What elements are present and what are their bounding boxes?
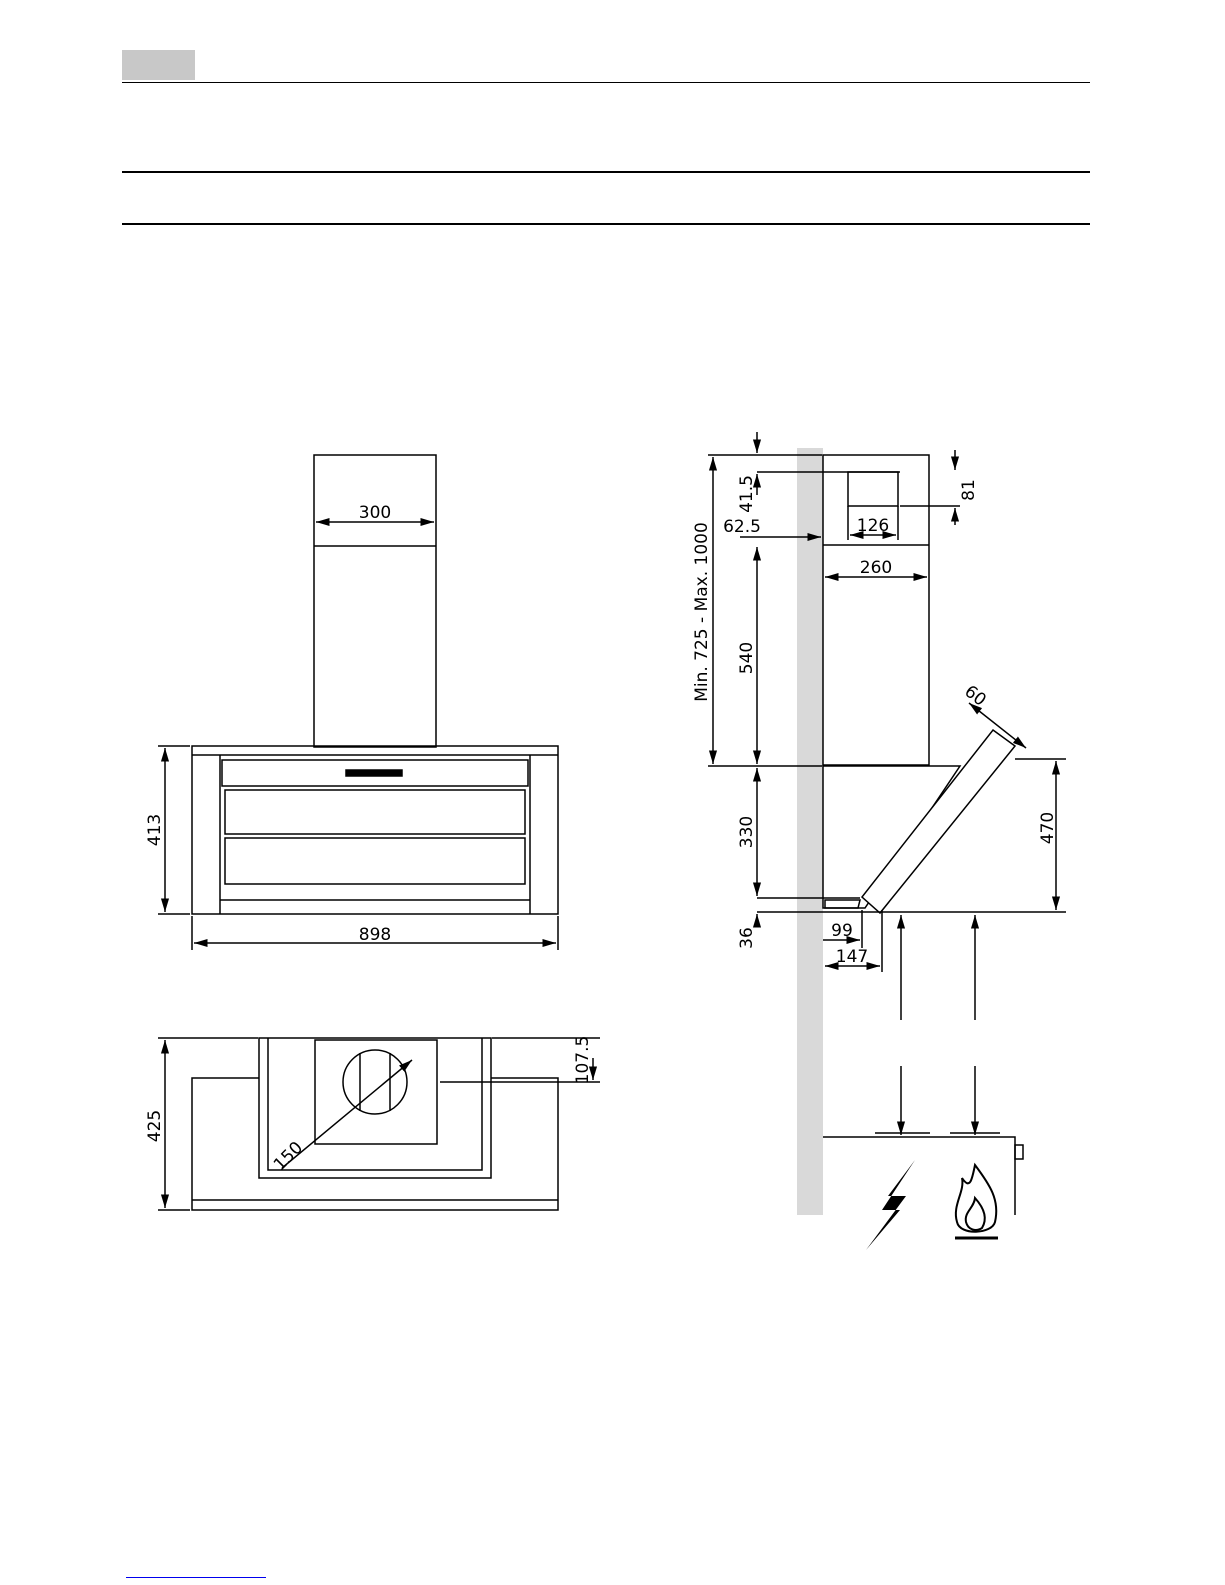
- dim-depth: 425: [145, 1109, 165, 1143]
- dim-panel-height: 470: [1038, 811, 1058, 845]
- dim-top-offset: 41.5: [737, 475, 757, 513]
- dim-chimney-range: Min. 725 - Max. 1000: [692, 522, 712, 702]
- dim-front-offset-b: 147: [835, 947, 869, 967]
- side-chimney: [823, 455, 929, 765]
- dim-wall-offset: 62.5: [723, 517, 761, 537]
- dim-chimney-lower: 540: [737, 641, 757, 675]
- top-view: [158, 1035, 600, 1210]
- dim-hood-height: 413: [145, 813, 165, 847]
- wall: [797, 448, 823, 1215]
- dim-front-offset-a: 99: [831, 921, 853, 941]
- dim-duct-diameter: 150: [269, 1137, 308, 1176]
- dim-canopy-height: 330: [737, 815, 757, 849]
- side-view: [708, 432, 1066, 1215]
- dim-bottom-edge: 36: [737, 927, 757, 949]
- dim-duct-offset: 107.5: [573, 1035, 593, 1085]
- control-panel: [346, 770, 402, 776]
- dim-chimney-depth: 260: [859, 558, 893, 578]
- electric-hob-icon: [866, 1160, 915, 1250]
- dim-chimney-width: 300: [358, 503, 392, 523]
- dim-canopy-thickness: 60: [960, 681, 990, 711]
- chimney-outline: [314, 455, 436, 747]
- dim-grille-height: 81: [959, 479, 979, 501]
- footer-link-underline: [126, 1577, 266, 1578]
- dim-hood-width: 898: [358, 925, 392, 945]
- gas-hob-icon: [955, 1165, 998, 1238]
- front-view: [158, 455, 558, 950]
- dim-grille-width: 126: [856, 516, 890, 536]
